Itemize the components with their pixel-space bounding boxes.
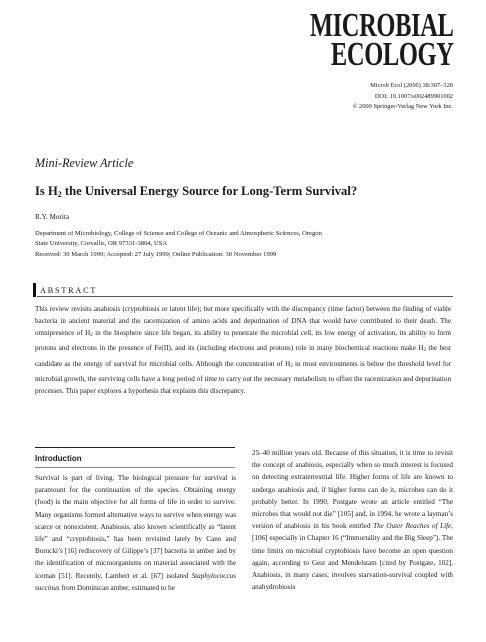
citation: Microb Ecol (2000) 38:307–320: [370, 82, 453, 89]
body-column-right: [252, 447, 453, 593]
book-title: The Outer Reaches of Life,: [373, 522, 454, 531]
logo-line-2: ECOLOGY: [331, 36, 454, 74]
abstract-marker: [33, 283, 36, 297]
section-rule-bottom: [35, 467, 235, 468]
introduction-heading: Introduction: [35, 454, 82, 463]
abstract-rule: [37, 296, 453, 297]
paragraph: 25–40 million years old. Because of this situation, it is time to revisit the concept of anabiosis, especially when so much interest is focused on detecting extraterrestrial life. Higher forms of life are known to undergo anabiosis and, if higher forms can do it, microbes can do it probably better. In 1990, Postgate wrote an article entitled “The microbes that would not die” [105] and, in 1994, he wrote a layman’s version of anabiosis in his book entitled The Outer Reaches of Life, [106] especially in Chapter 16 (“Immortality and the Big Sleep”). The time limits on microbial cryptobiosis have become an open question again, according to Gest and Mendelstam [cited by Postgate, 102]. Anabiosis, in many cases, involves starvation-survival coupled with anahydrobiosis: [252, 449, 454, 592]
article-title: Is $H_2$ the Universal Energy Source for Long-Term Survival?: [35, 184, 358, 199]
logo-line-1: MICROBIAL: [310, 7, 454, 44]
doi: DOI: 10.1007/s002489901002: [374, 92, 453, 100]
body-column-left: [35, 472, 236, 594]
author: R.Y. Morita: [35, 213, 70, 221]
species-name: Staphylococcus succinus: [35, 571, 236, 592]
section-rule-top: [35, 447, 235, 448]
journal-logo: [310, 7, 454, 74]
copyright: © 2000 Springer-Verlag New York Inc.: [352, 103, 453, 111]
abstract-text: This review revisits anabiosis (cryptobiosis or latent life); but more specifically with the discrepancy (time factor) between the finding of viable bacteria in ancient material and the racemization of amino acids and depurination of DNA that would have contributed to their death. The omnipresence of $H_2$ in the biosphere since life began, its ability to penetrate the microbial cell, its low energy of activation, its ability to form protons and electrons in the presence of Fe(II), and its (including electrons and protons) role in many biochemical reactions make $H_2$ the best candidate as the energy of survival for microbial cells. Although the concentration of $H_2$ in most environments is below the threshold level for microbial growth, the surviving cells have a long period of time to carry out the necessary metabolism to offset the racemization and depurination processes. This paper explores a hypothesis that explains this discrepancy.: [35, 305, 451, 395]
abstract-heading: ABSTRACT: [40, 286, 98, 295]
citation-block: [353, 81, 453, 113]
article-type: Mini-Review Article: [35, 156, 134, 170]
paragraph: Survival is part of living. The biological pressure for survival is paramount for the continuation of the species. Obtaining energy (food) is the main objective for all forms of life in order to survive. Many organisms formed alternative ways to survive when energy was scarce or nonexistent. Anabiosis, also known scientifically as “latent life” and “cryptobiosis,” has been revisited lately by Cano and Borucki’s [16] rediscovery of Gilippe’s [37] bacteria in amber and by the identification of microorganisms on material associated with the iceman [51]. Recently, Lambert et al. [67] isolated Staphylococcus succinus from Dominican amber, estimated to be: [35, 474, 236, 592]
affiliation: Department of Microbiology, College of Science and College of Oceanic and Atmospheric Sciences, Oregon State University, Corvallis, OR 97331-3804, USA: [35, 230, 322, 247]
received-dates: Received: 30 March 1999; Accepted: 27 July 1999; Online Publication: 30 November 1999: [35, 251, 277, 258]
